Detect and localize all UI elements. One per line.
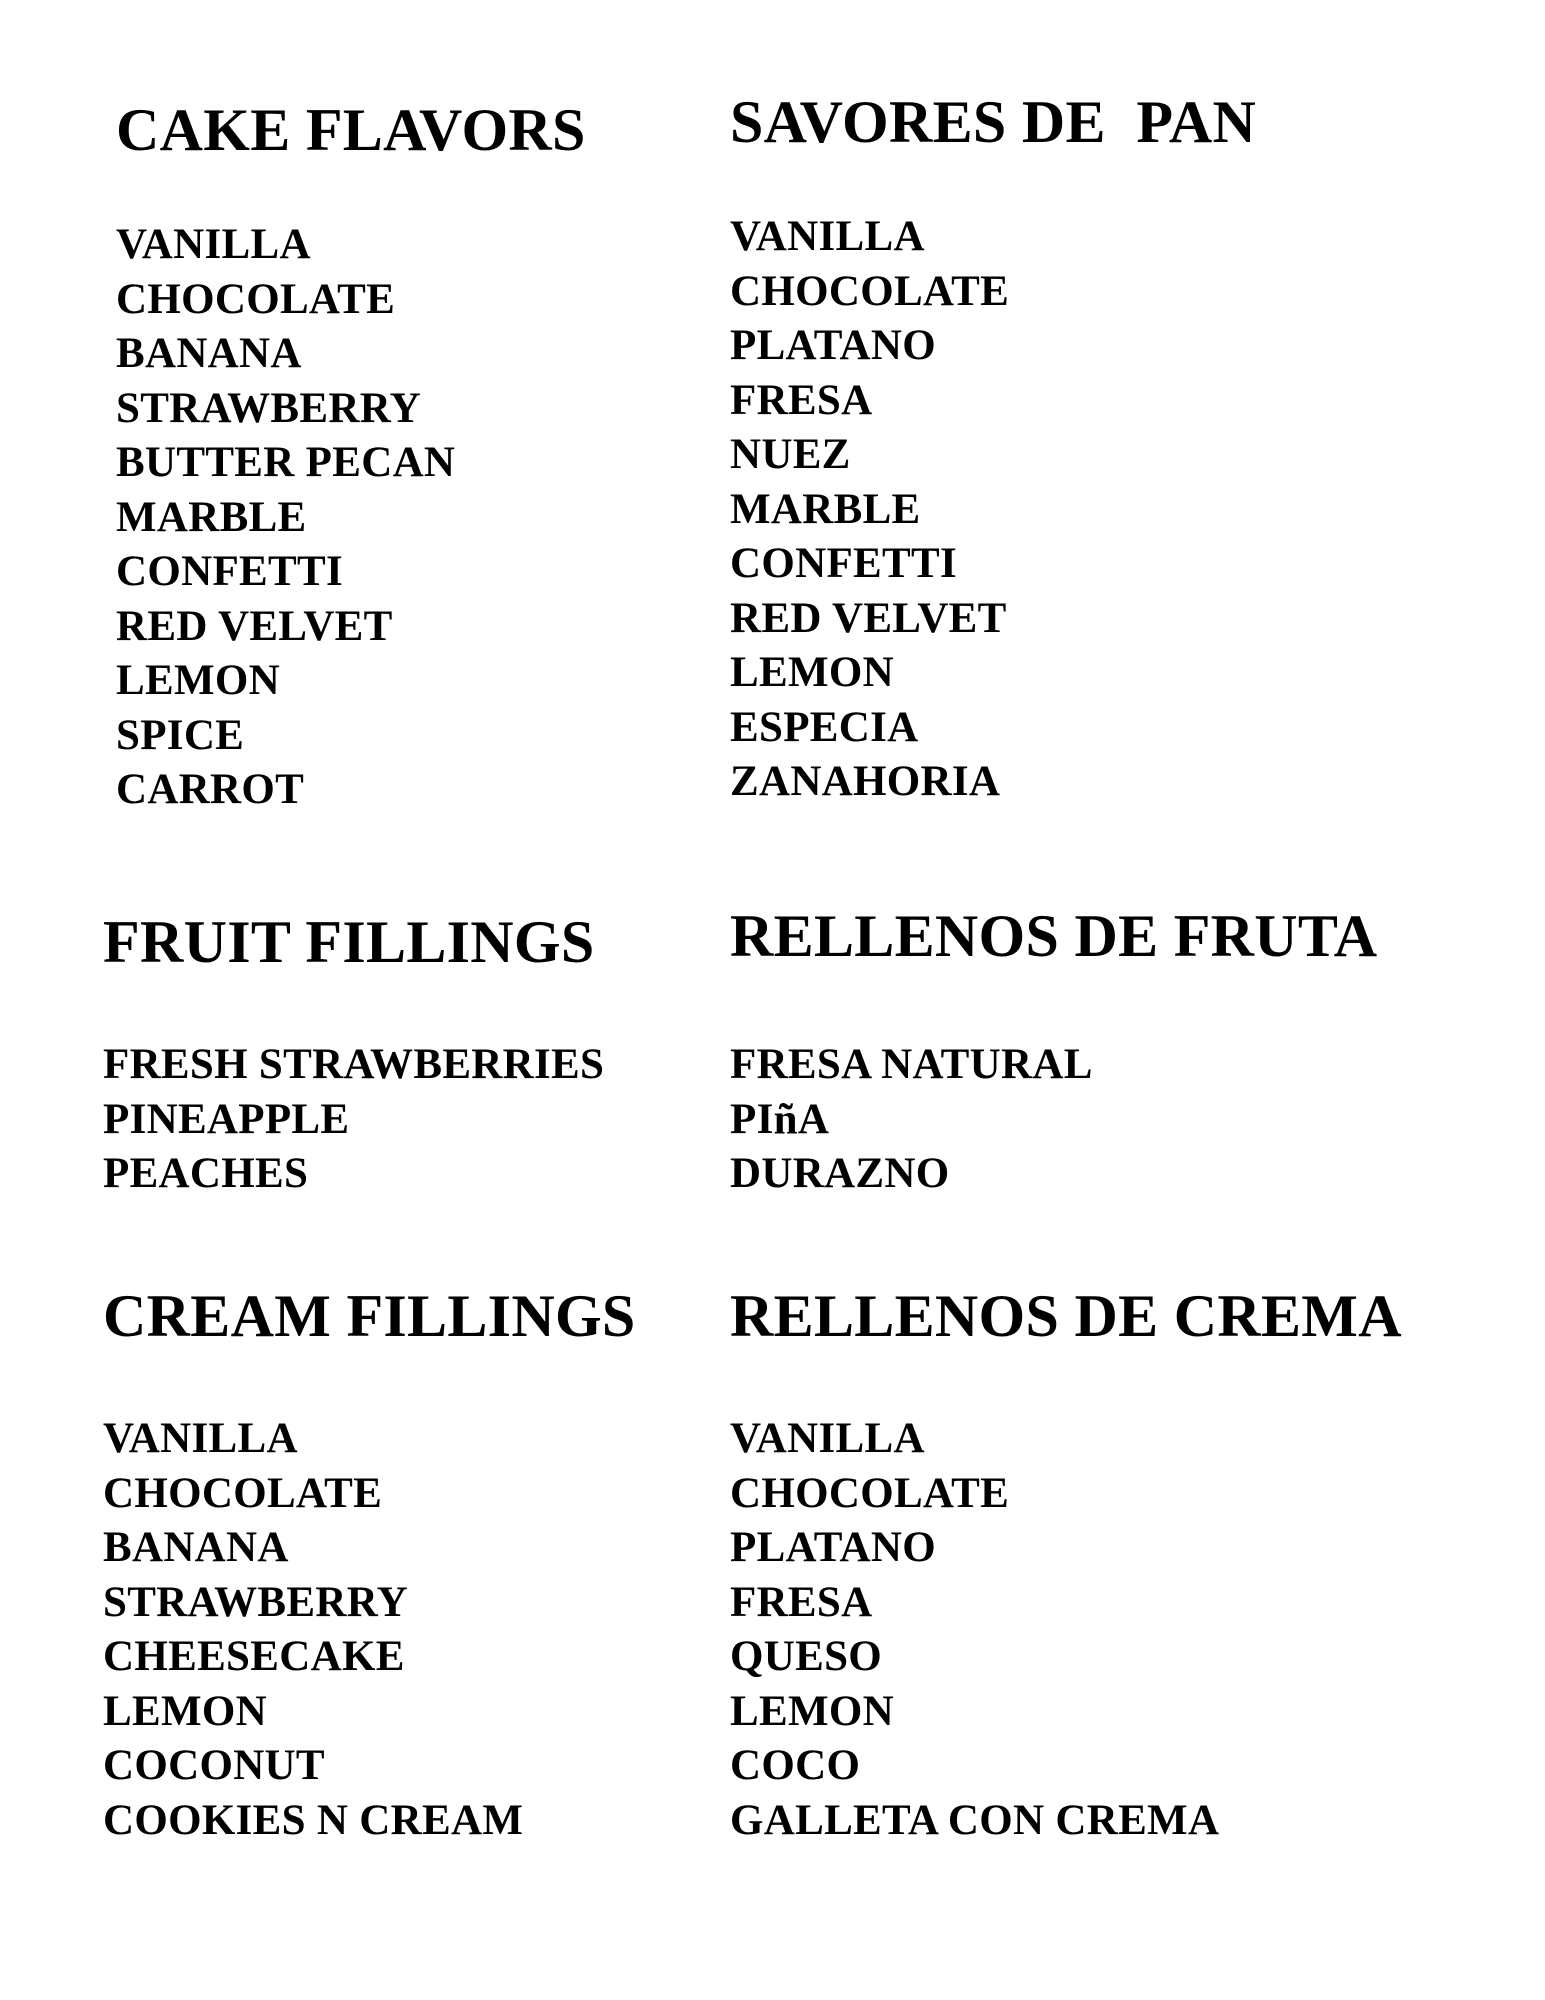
list-item: COCO — [730, 1742, 861, 1789]
list-item: FRESA — [730, 376, 873, 424]
cake-flavors-spanish-section — [730, 89, 1257, 810]
list-item: RED VELVET — [116, 602, 393, 650]
cream-fillings-title: CREAM FILLINGS — [103, 1283, 636, 1349]
rellenos-de-crema-title: RELLENOS DE CREMA — [730, 1283, 1402, 1349]
list-item: CHOCOLATE — [730, 267, 1010, 315]
list-item: RED VELVET — [730, 594, 1007, 642]
list-item: CONFETTI — [730, 540, 957, 587]
list-item: CHOCOLATE — [103, 1469, 383, 1517]
cream-fillings-english-section — [103, 1283, 636, 1848]
list-item: PEACHES — [103, 1150, 309, 1197]
list-item: PLATANO — [730, 322, 936, 369]
list-item: LEMON — [730, 649, 894, 696]
cream-fillings-spanish-section — [730, 1283, 1402, 1848]
list-item: DURAZNO — [730, 1150, 950, 1197]
list-item: CHEESECAKE — [103, 1633, 405, 1680]
list-item: NUEZ — [730, 431, 851, 478]
list-item: MARBLE — [730, 485, 921, 533]
list-item: PINEAPPLE — [103, 1095, 350, 1143]
list-item: CONFETTI — [116, 548, 343, 595]
list-item: FRESA NATURAL — [730, 1041, 1093, 1088]
list-item: LEMON — [730, 1687, 894, 1735]
list-item: ZANAHORIA — [730, 758, 1001, 805]
savores-de-pan-list — [730, 210, 1256, 810]
rellenos-de-fruta-list — [730, 1038, 1377, 1202]
fruit-fillings-list — [103, 1038, 604, 1202]
rellenos-de-fruta-title: RELLENOS DE FRUTA — [730, 903, 1378, 969]
list-item: COCONUT — [103, 1742, 325, 1789]
list-item: VANILLA — [116, 221, 311, 268]
list-item: BANANA — [103, 1524, 289, 1571]
list-item: PIñA — [730, 1095, 830, 1143]
fruit-fillings-spanish-section — [730, 903, 1378, 1202]
list-item: GALLETA CON CREMA — [730, 1796, 1220, 1844]
list-item: CHOCOLATE — [730, 1469, 1010, 1517]
cake-flavors-list — [116, 218, 586, 818]
list-item: VANILLA — [730, 213, 925, 260]
list-item: COOKIES N CREAM — [103, 1796, 524, 1844]
list-item: SPICE — [116, 711, 245, 759]
list-item: VANILLA — [730, 1415, 925, 1462]
list-item: PLATANO — [730, 1524, 936, 1571]
savores-de-pan-title: SAVORES DE PAN — [730, 89, 1257, 155]
list-item: LEMON — [103, 1687, 267, 1735]
list-item: BANANA — [116, 330, 302, 377]
cake-flavors-english-section — [116, 97, 586, 818]
list-item: LEMON — [116, 657, 280, 704]
fruit-fillings-english-section — [103, 909, 605, 1202]
list-item: MARBLE — [116, 493, 307, 541]
list-item: CARROT — [116, 766, 305, 813]
list-item: STRAWBERRY — [116, 384, 421, 432]
cake-flavors-title: CAKE FLAVORS — [116, 97, 586, 163]
list-item: ESPECIA — [730, 703, 919, 751]
list-item: BUTTER PECAN — [116, 439, 456, 486]
list-item: CHOCOLATE — [116, 275, 396, 323]
list-item: STRAWBERRY — [103, 1578, 408, 1626]
list-item: FRESA — [730, 1578, 873, 1626]
cream-fillings-list — [103, 1412, 636, 1848]
list-item: FRESH STRAWBERRIES — [103, 1041, 605, 1088]
list-item: QUESO — [730, 1633, 883, 1680]
list-item: VANILLA — [103, 1415, 298, 1462]
rellenos-de-crema-list — [730, 1412, 1402, 1848]
fruit-fillings-title: FRUIT FILLINGS — [103, 909, 595, 975]
